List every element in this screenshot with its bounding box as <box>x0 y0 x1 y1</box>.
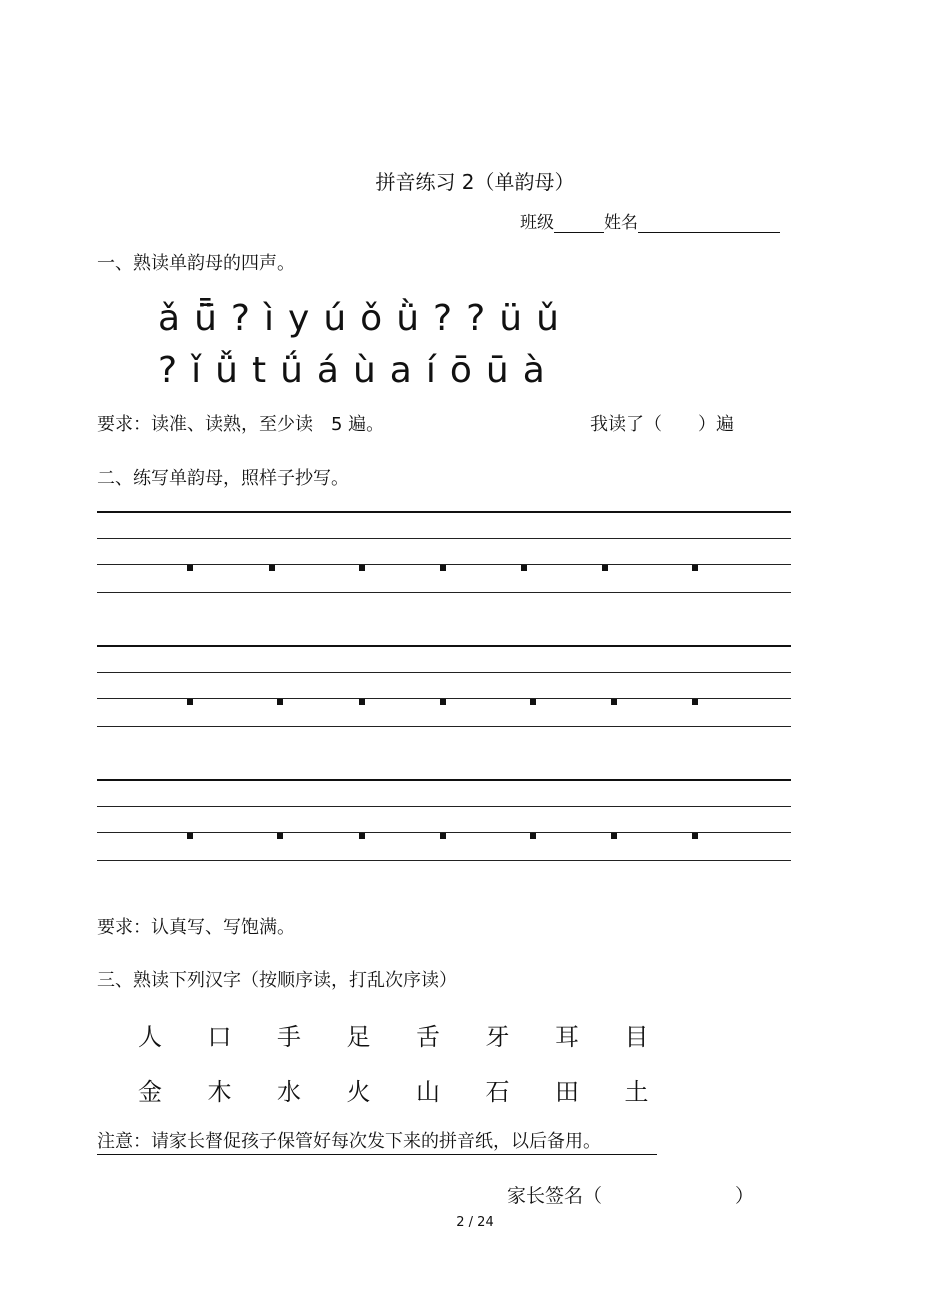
hanzi-char: 人 <box>138 1023 162 1051</box>
pinyin-letter: ú <box>323 298 347 339</box>
sample-dot <box>530 699 536 705</box>
name-label: 姓名 <box>604 213 638 233</box>
class-label: 班级 <box>520 213 554 233</box>
page-title: 拼音练习 2（单韵母） <box>375 170 575 194</box>
sample-dot <box>692 565 698 571</box>
name-blank[interactable] <box>638 214 780 233</box>
pinyin-letter: ǘ <box>280 350 303 391</box>
writing-line <box>97 538 791 539</box>
sample-dot <box>269 565 275 571</box>
read-count: 我读了（ ）遍 <box>590 414 734 435</box>
sample-dot <box>530 833 536 839</box>
hanzi-char: 火 <box>346 1078 371 1106</box>
pinyin-letter: t <box>251 350 267 391</box>
writing-line <box>97 592 791 593</box>
section1-heading: 一、熟读单韵母的四声。 <box>97 253 295 274</box>
pinyin-row-1 <box>158 298 573 339</box>
pinyin-letter: ǎ <box>158 298 181 339</box>
writing-line <box>97 779 791 781</box>
hanzi-char: 金 <box>138 1078 162 1106</box>
sample-dot <box>602 565 608 571</box>
section3-heading: 三、熟读下列汉字（按顺序读，打乱次序读） <box>97 970 457 991</box>
pinyin-letter: ǖ̄ <box>194 298 217 339</box>
sample-dot <box>277 833 283 839</box>
hanzi-char: 田 <box>555 1078 579 1106</box>
sample-dot <box>277 699 283 705</box>
pinyin-letter: a <box>389 350 412 391</box>
pinyin-row-2 <box>158 350 559 391</box>
hanzi-char: 牙 <box>485 1023 510 1051</box>
hanzi-char: 木 <box>207 1078 232 1106</box>
sample-dot <box>521 565 527 571</box>
writing-line <box>97 672 791 673</box>
writing-line <box>97 806 791 807</box>
hanzi-row-2 <box>138 1072 694 1107</box>
hanzi-char: 山 <box>416 1078 440 1106</box>
pinyin-letter: ǜ <box>396 298 420 339</box>
pinyin-letter: ü <box>499 298 523 339</box>
hanzi-char: 足 <box>346 1023 371 1051</box>
sample-dot <box>359 833 365 839</box>
pinyin-letter: ì <box>264 298 275 339</box>
sample-dot <box>187 565 193 571</box>
pinyin-letter: y <box>288 298 310 339</box>
hanzi-char: 手 <box>277 1023 301 1051</box>
sample-dot <box>611 833 617 839</box>
sample-dot <box>359 565 365 571</box>
pinyin-letter: á <box>316 350 339 391</box>
hanzi-char: 舌 <box>416 1023 440 1051</box>
sample-dot <box>611 699 617 705</box>
section1-requirement: 要求：读准、读熟，至少读 5 遍。 <box>97 414 385 435</box>
pinyin-letter: í <box>425 350 436 391</box>
class-name-fields <box>520 208 780 233</box>
hanzi-char: 口 <box>207 1023 232 1051</box>
sample-dot <box>359 699 365 705</box>
hanzi-char: 土 <box>624 1078 649 1106</box>
parent-note: 注意：请家长督促孩子保管好每次发下来的拼音纸，以后备用。 <box>97 1127 657 1155</box>
writing-line <box>97 726 791 727</box>
sample-dot <box>692 699 698 705</box>
sample-dot <box>187 699 193 705</box>
pinyin-letter: ? <box>158 350 178 391</box>
hanzi-char: 水 <box>277 1078 301 1106</box>
pinyin-letter: ù <box>352 350 376 391</box>
hanzi-char: 目 <box>624 1023 649 1051</box>
sample-dot <box>440 565 446 571</box>
pinyin-letter: ? <box>433 298 453 339</box>
pinyin-letter: à <box>522 350 545 391</box>
hanzi-char: 石 <box>485 1078 510 1106</box>
hanzi-char: 耳 <box>555 1023 579 1051</box>
pinyin-letter: ǔ <box>536 298 559 339</box>
section2-requirement: 要求：认真写、写饱满。 <box>97 917 295 938</box>
parent-signature: 家长签名（ ） <box>507 1185 755 1207</box>
pinyin-letter: ū <box>485 350 509 391</box>
writing-line <box>97 511 791 513</box>
sample-dot <box>440 699 446 705</box>
class-blank[interactable] <box>554 214 604 233</box>
sample-dot <box>440 833 446 839</box>
writing-line <box>97 860 791 861</box>
writing-line <box>97 645 791 647</box>
hanzi-row-1 <box>138 1017 694 1052</box>
pinyin-letter: ō <box>449 350 472 391</box>
sample-dot <box>187 833 193 839</box>
page-number: 2 / 24 <box>456 1215 494 1230</box>
sample-dot <box>692 833 698 839</box>
section2-heading: 二、练写单韵母，照样子抄写。 <box>97 468 349 489</box>
pinyin-letter: ǐ <box>191 350 202 391</box>
pinyin-letter: ? <box>230 298 250 339</box>
pinyin-letter: ? <box>466 298 486 339</box>
pinyin-letter: ǒ <box>360 298 383 339</box>
pinyin-letter: ǚ <box>215 350 238 391</box>
